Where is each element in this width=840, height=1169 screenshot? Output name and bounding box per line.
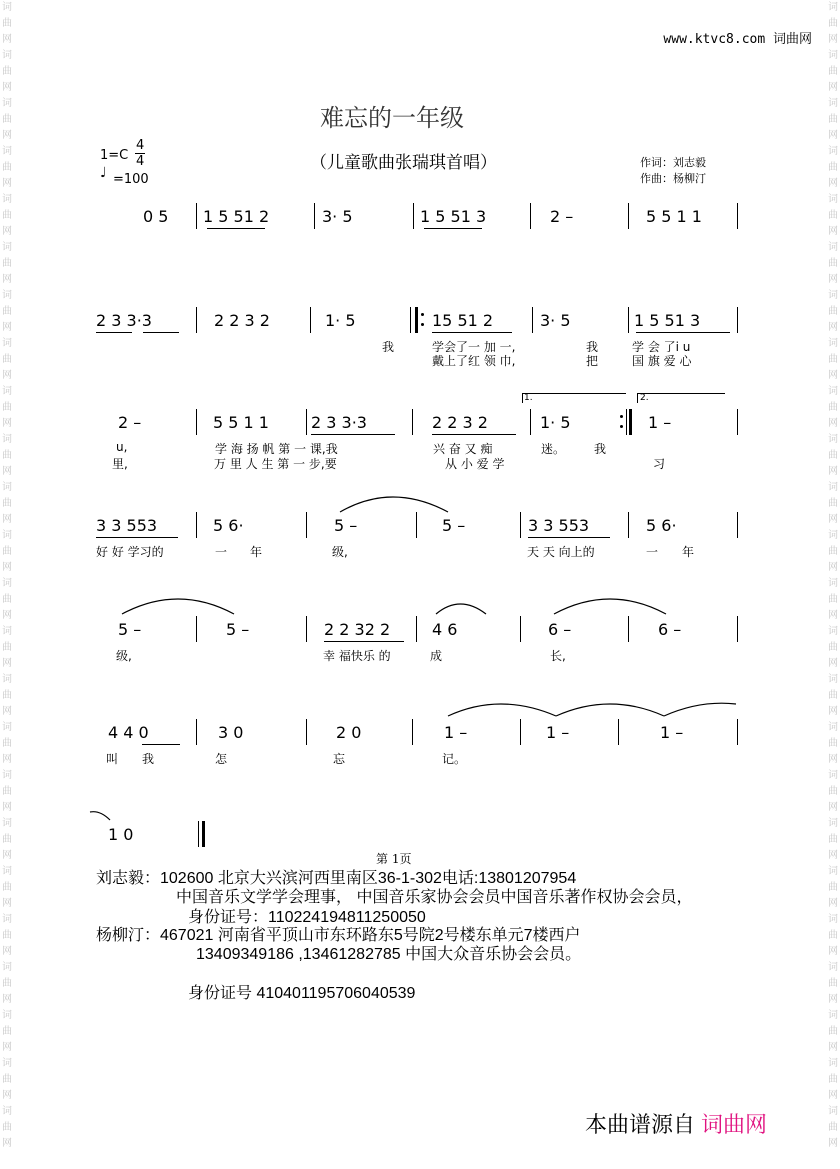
lyric-text: 我 [594, 442, 607, 456]
watermark-char: 词 [2, 1010, 12, 1021]
watermark-char: 曲 [828, 450, 838, 461]
watermark-char: 词 [2, 2, 12, 13]
watermark-char: 曲 [2, 354, 12, 365]
watermark-char: 网 [828, 898, 838, 909]
watermark-char: 网 [828, 370, 838, 381]
measure: 5 5 1 1 [213, 413, 269, 432]
info-line: 身份证号：110224194811250050 [188, 909, 426, 926]
watermark-char: 曲 [828, 978, 838, 989]
watermark-char: 词 [828, 578, 838, 589]
watermark-char: 曲 [828, 834, 838, 845]
watermark-char: 词 [828, 722, 838, 733]
watermark-char: 网 [828, 322, 838, 333]
measure: 1 – [444, 723, 468, 742]
lyric-text: 把 [586, 354, 599, 368]
measure: 4 4 0 [108, 723, 149, 742]
watermark-char: 网 [828, 418, 838, 429]
watermark-char: 词 [2, 242, 12, 253]
volta-label-2: 2. [640, 393, 649, 403]
watermark-char: 曲 [828, 546, 838, 557]
watermark-char: 曲 [2, 546, 12, 557]
watermark-char: 网 [2, 178, 12, 189]
watermark-char: 网 [2, 994, 12, 1005]
lyric-text: 天 天 向上的 [527, 545, 595, 559]
watermark-char: 词 [828, 434, 838, 445]
watermark-char: 词 [828, 50, 838, 61]
watermark-char: 词 [828, 482, 838, 493]
watermark-char: 词 [2, 530, 12, 541]
watermark-char: 词 [828, 338, 838, 349]
watermark-char: 曲 [2, 978, 12, 989]
measure: 2 2 32 2 [324, 620, 391, 639]
watermark-char: 曲 [2, 18, 12, 29]
watermark-char: 曲 [828, 402, 838, 413]
lyric-text: 兴 奋 又 痴 [433, 442, 493, 456]
watermark-char: 网 [828, 754, 838, 765]
measure: 2 3 3·3 [311, 413, 367, 432]
info-line: 13409349186 ,13461282785 中国大众音乐协会会员。 [196, 946, 582, 963]
watermark-char: 曲 [828, 594, 838, 605]
watermark-char: 曲 [2, 1122, 12, 1133]
watermark-char: 曲 [2, 882, 12, 893]
watermark-char: 曲 [2, 642, 12, 653]
lyric-text: 我 [586, 340, 599, 354]
watermark-char: 网 [828, 82, 838, 93]
measure: 0 5 [143, 207, 169, 226]
watermark-char: 词 [2, 914, 12, 925]
watermark-char: 网 [828, 1138, 838, 1149]
watermark-char: 网 [2, 754, 12, 765]
composer-credit: 作曲：杨柳汀 [640, 172, 706, 185]
lyric-text: 我 [142, 752, 155, 766]
lyric-text: 好 好 学习的 [96, 545, 164, 559]
watermark-char: 曲 [828, 642, 838, 653]
watermark-char: 词 [2, 290, 12, 301]
watermark-char: 词 [828, 1058, 838, 1069]
measure: 1 – [660, 723, 684, 742]
watermark-char: 网 [2, 898, 12, 909]
lyric-text: 我 [382, 340, 395, 354]
measure: 1 5 51 2 [203, 207, 270, 226]
measure: 1 – [546, 723, 570, 742]
lyric-text: 里, [112, 457, 128, 471]
watermark-char: 曲 [2, 450, 12, 461]
info-line: 中国音乐文学学会理事， 中国音乐家协会会员中国音乐著作权协会会员， [176, 889, 693, 906]
watermark-char: 曲 [2, 786, 12, 797]
watermark-char: 词 [828, 2, 838, 13]
measure: 1 – [648, 413, 672, 432]
volta-label-1: 1. [524, 393, 533, 403]
lyric-text: 万 里 人 生 第 一 步,要 [214, 457, 337, 471]
lyric-text: 学 海 扬 帆 第 一 课,我 [215, 442, 338, 456]
watermark-char: 词 [2, 1106, 12, 1117]
watermark-char: 词 [2, 194, 12, 205]
watermark-char: 网 [2, 418, 12, 429]
lyric-text: 长, [550, 649, 566, 663]
watermark-char: 词 [828, 818, 838, 829]
time-signature-bottom: 4 [136, 154, 145, 169]
measure: 2 – [118, 413, 142, 432]
watermark-char: 曲 [2, 114, 12, 125]
lyric-text: 级, [332, 545, 348, 559]
lyric-text: 国 旗 爱 心 [632, 354, 692, 368]
watermark-char: 曲 [828, 882, 838, 893]
measure: 6 – [548, 620, 572, 639]
measure: 1· 5 [325, 311, 356, 330]
watermark-char: 网 [2, 322, 12, 333]
measure: 5 – [118, 620, 142, 639]
watermark-char: 词 [828, 194, 838, 205]
lyric-text: 年 [682, 545, 695, 559]
watermark-char: 词 [828, 674, 838, 685]
source-brand[interactable]: 词曲网 [701, 1113, 768, 1138]
watermark-char: 曲 [828, 258, 838, 269]
lyric-text: 习 [653, 457, 666, 471]
lyric-text: 怎 [215, 752, 228, 766]
watermark-char: 词 [828, 386, 838, 397]
watermark-char: 网 [828, 946, 838, 957]
watermark-char: 词 [2, 770, 12, 781]
source-prefix: 本曲谱源自 [585, 1113, 696, 1138]
watermark-char: 曲 [2, 498, 12, 509]
watermark-char: 词 [828, 770, 838, 781]
watermark-char: 词 [2, 434, 12, 445]
lyric-text: 忘 [333, 752, 346, 766]
measure: 2 2 3 2 [214, 311, 270, 330]
watermark-char: 词 [2, 818, 12, 829]
measure: 2 2 3 2 [432, 413, 488, 432]
watermark-char: 网 [2, 370, 12, 381]
watermark-char: 网 [828, 514, 838, 525]
page-number: 第 1页 [376, 852, 412, 866]
lyric-text: 记。 [442, 752, 467, 766]
watermark-char: 网 [828, 178, 838, 189]
watermark-char: 词 [2, 866, 12, 877]
measure: 5 5 1 1 [646, 207, 702, 226]
lyric-text: 从 小 爱 学 [445, 457, 505, 471]
watermark-char: 曲 [2, 66, 12, 77]
watermark-char: 词 [828, 1010, 838, 1021]
watermark-char: 词 [828, 530, 838, 541]
lyric-text: 迷。 [541, 442, 566, 456]
measure: 6 – [658, 620, 682, 639]
watermark-char: 网 [828, 658, 838, 669]
watermark-char: 网 [828, 34, 838, 45]
source-footer [585, 1108, 767, 1139]
watermark-char: 曲 [828, 1074, 838, 1085]
measure: 3 3 553 [96, 516, 158, 535]
watermark-char: 网 [2, 34, 12, 45]
info-line: 身份证号 410401195706040539 [188, 985, 416, 1002]
watermark-char: 网 [828, 610, 838, 621]
watermark-char: 网 [828, 274, 838, 285]
watermark-char: 词 [828, 962, 838, 973]
watermark-char: 曲 [2, 690, 12, 701]
watermark-char: 网 [828, 850, 838, 861]
watermark-char: 网 [828, 802, 838, 813]
watermark-char: 曲 [828, 930, 838, 941]
watermark-char: 曲 [828, 498, 838, 509]
watermark-char: 曲 [828, 1026, 838, 1037]
watermark-char: 网 [2, 1042, 12, 1053]
lyric-text: 成 [430, 649, 443, 663]
time-signature-top: 4 [136, 138, 145, 153]
watermark-char: 词 [2, 482, 12, 493]
measure: 1 5 51 3 [634, 311, 701, 330]
lyric-text: 叫 [106, 752, 119, 766]
watermark-char: 网 [2, 658, 12, 669]
watermark-char: 词 [2, 578, 12, 589]
song-subtitle: （儿童歌曲张瑞琪首唱） [310, 153, 497, 173]
watermark-char: 曲 [828, 306, 838, 317]
watermark-char: 网 [828, 1090, 838, 1101]
lyric-text: 一 [215, 545, 228, 559]
quarter-note-icon: ♩ [100, 165, 107, 181]
watermark-char: 网 [2, 946, 12, 957]
lyric-text: 幸 福快乐 的 [323, 649, 391, 663]
watermark-char: 词 [2, 338, 12, 349]
lyric-text: 年 [250, 545, 263, 559]
watermark-char: 词 [2, 50, 12, 61]
watermark-char: 词 [2, 674, 12, 685]
watermark-char: 词 [828, 626, 838, 637]
watermark-char: 曲 [2, 1026, 12, 1037]
lyric-text: 一 [646, 545, 659, 559]
watermark-char: 网 [828, 226, 838, 237]
info-line: 杨柳汀：467021 河南省平顶山市东环路东5号院2号楼东单元7楼西户 [96, 927, 581, 944]
key-signature: 1=C [100, 148, 129, 163]
watermark-char: 网 [2, 850, 12, 861]
measure: 2 0 [336, 723, 362, 742]
watermark-char: 曲 [828, 738, 838, 749]
watermark-char: 网 [2, 466, 12, 477]
watermark-char: 词 [2, 722, 12, 733]
watermark-char: 网 [2, 274, 12, 285]
watermark-char: 网 [828, 706, 838, 717]
measure: 3 3 553 [528, 516, 590, 535]
measure: 2 3 3·3 [96, 311, 152, 330]
watermark-char: 网 [828, 562, 838, 573]
tempo: =100 [113, 172, 149, 187]
watermark-char: 曲 [828, 114, 838, 125]
watermark-char: 词 [2, 98, 12, 109]
watermark-char: 网 [828, 994, 838, 1005]
watermark-char: 词 [2, 386, 12, 397]
watermark-char: 曲 [2, 1074, 12, 1085]
watermark-char: 网 [2, 610, 12, 621]
measure: 4 6 [432, 620, 458, 639]
watermark-char: 词 [2, 626, 12, 637]
watermark-char: 词 [828, 98, 838, 109]
measure: 3 0 [218, 723, 244, 742]
watermark-char: 网 [828, 466, 838, 477]
watermark-char: 网 [2, 562, 12, 573]
lyric-text: 级, [116, 649, 132, 663]
song-title: 难忘的一年级 [320, 104, 464, 132]
watermark-char: 曲 [2, 402, 12, 413]
watermark-char: 词 [828, 146, 838, 157]
measure: 5 – [442, 516, 466, 535]
measure: 2 – [550, 207, 574, 226]
watermark-char: 词 [828, 914, 838, 925]
watermark-char: 曲 [828, 1122, 838, 1133]
watermark-char: 曲 [828, 690, 838, 701]
watermark-char: 曲 [2, 306, 12, 317]
lyric-text: 学 会 了i u [632, 340, 691, 354]
measure: 3· 5 [322, 207, 353, 226]
watermark-char: 词 [828, 1106, 838, 1117]
watermark-char: 词 [2, 146, 12, 157]
watermark-char: 网 [2, 706, 12, 717]
site-watermark: www.ktvc8.com 词曲网 [663, 32, 812, 47]
watermark-char: 曲 [828, 210, 838, 221]
lyric-text: 学会了一 加 一, [432, 340, 516, 354]
measure: 5 6· [213, 516, 244, 535]
lyricist-credit: 作词：刘志毅 [640, 156, 706, 169]
measure: 1· 5 [540, 413, 571, 432]
watermark-char: 网 [2, 1138, 12, 1149]
watermark-char: 词 [828, 242, 838, 253]
watermark-char: 网 [828, 1042, 838, 1053]
watermark-char: 曲 [828, 162, 838, 173]
watermark-char: 曲 [2, 162, 12, 173]
measure: 1 0 [108, 825, 134, 844]
watermark-char: 曲 [2, 258, 12, 269]
watermark-char: 网 [2, 802, 12, 813]
watermark-char: 网 [2, 82, 12, 93]
measure: 1 5 51 3 [420, 207, 487, 226]
watermark-char: 词 [2, 962, 12, 973]
measure: 5 – [226, 620, 250, 639]
watermark-char: 曲 [2, 738, 12, 749]
watermark-char: 曲 [2, 930, 12, 941]
watermark-char: 词 [828, 290, 838, 301]
watermark-char: 曲 [2, 210, 12, 221]
watermark-char: 曲 [828, 18, 838, 29]
measure: 3· 5 [540, 311, 571, 330]
measure: 15 51 2 [432, 311, 494, 330]
watermark-char: 网 [2, 130, 12, 141]
watermark-char: 网 [2, 514, 12, 525]
watermark-char: 网 [2, 1090, 12, 1101]
lyric-text: u, [116, 440, 128, 454]
watermark-char: 曲 [2, 834, 12, 845]
watermark-char: 曲 [2, 594, 12, 605]
measure: 5 6· [646, 516, 677, 535]
watermark-char: 曲 [828, 354, 838, 365]
watermark-char: 词 [828, 866, 838, 877]
watermark-char: 曲 [828, 786, 838, 797]
info-line: 刘志毅：102600 北京大兴滨河西里南区36-1-302电话:13801207954 [96, 870, 577, 887]
watermark-char: 网 [828, 130, 838, 141]
measure: 5 – [334, 516, 358, 535]
lyric-text: 戴上了红 领 巾, [432, 354, 516, 368]
watermark-char: 词 [2, 1058, 12, 1069]
watermark-char: 曲 [828, 66, 838, 77]
watermark-char: 网 [2, 226, 12, 237]
